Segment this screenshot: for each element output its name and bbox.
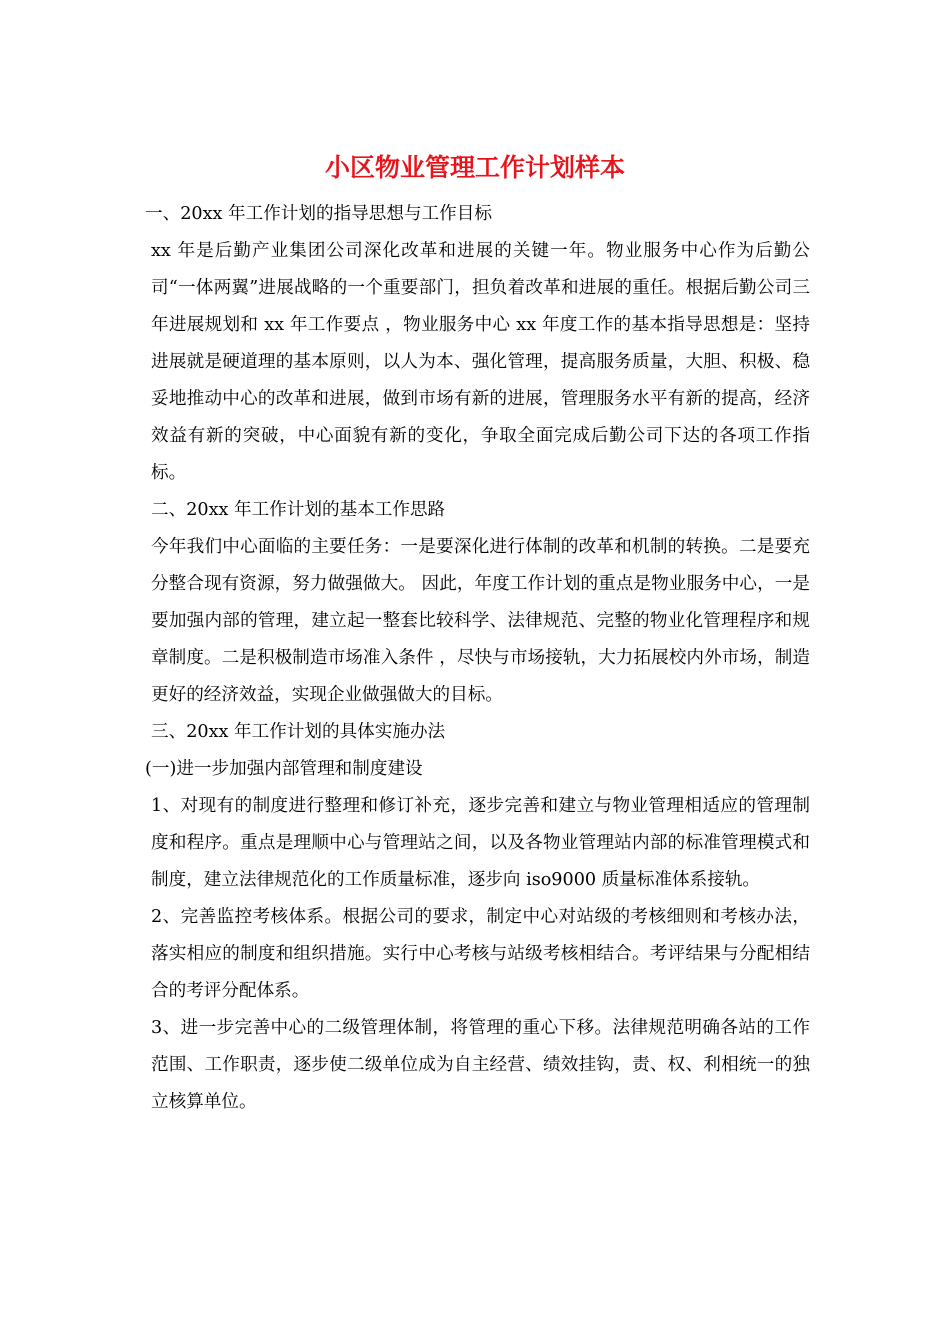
section-heading-3: 三、20xx 年工作计划的具体实施办法 [151,722,446,742]
document-body [145,196,810,1121]
list-item-2: 2、完善监控考核体系。根据公司的要求，制定中心对站级的考核细则和考核办法，落实相应的制度和组织措施。实行中心考核与站级考核相结合。考评结果与分配相结合的考评分配体系。 [151,907,810,1001]
body-paragraph-2: 今年我们中心面临的主要任务：一是要深化进行体制的改革和机制的转换。二是要充分整合现有资源，努力做强做大。 因此，年度工作计划的重点是物业服务中心，一是要加强内部的管理，建立起一整套比较科学、法律规范、完整的物业化管理程序和规章制度。二是积极制造市场准入条件 ，尽快与市场接轨，大力拓展校内外市场，制造更好的经济效益，实现企业做强做大的目标。 [151,537,810,705]
section-heading-2: 二、20xx 年工作计划的基本工作思路 [151,500,446,520]
subsection-heading-1: (一)进一步加强内部管理和制度建设 [145,759,423,779]
document-title: 小区物业管理工作计划样本 [324,153,625,182]
body-paragraph-1: xx 年是后勤产业集团公司深化改革和进展的关键一年。物业服务中心作为后勤公司“一体两翼”进展战略的一个重要部门，担负着改革和进展的重任。根据后勤公司三年进展规划和 xx 年工作要点 ，物业服务中心 xx 年度工作的基本指导思想是：坚持进展就是硬道理的基本原则，以人为本、强化管理，提高服务质量，大胆、积极、稳妥地推动中心的改革和进展，做到市场有新的进展，管理服务水平有新的提高，经济效益有新的突破，中心面貌有新的变化，争取全面完成后勤公司下达的各项工作指标。 [151,241,810,483]
section-heading-1: 一、20xx 年工作计划的指导思想与工作目标 [145,204,492,224]
list-item-1: 1、对现有的制度进行整理和修订补充，逐步完善和建立与物业管理相适应的管理制度和程序。重点是理顺中心与管理站之间，以及各物业管理站内部的标准管理模式和制度，建立法律规范化的工作质量标准，逐步向 iso9000 质量标准体系接轨。 [151,796,810,890]
list-item-3: 3、进一步完善中心的二级管理体制，将管理的重心下移。法律规范明确各站的工作范围、工作职责，逐步使二级单位成为自主经营、绩效挂钩，责、权、利相统一的独立核算单位。 [151,1018,810,1112]
